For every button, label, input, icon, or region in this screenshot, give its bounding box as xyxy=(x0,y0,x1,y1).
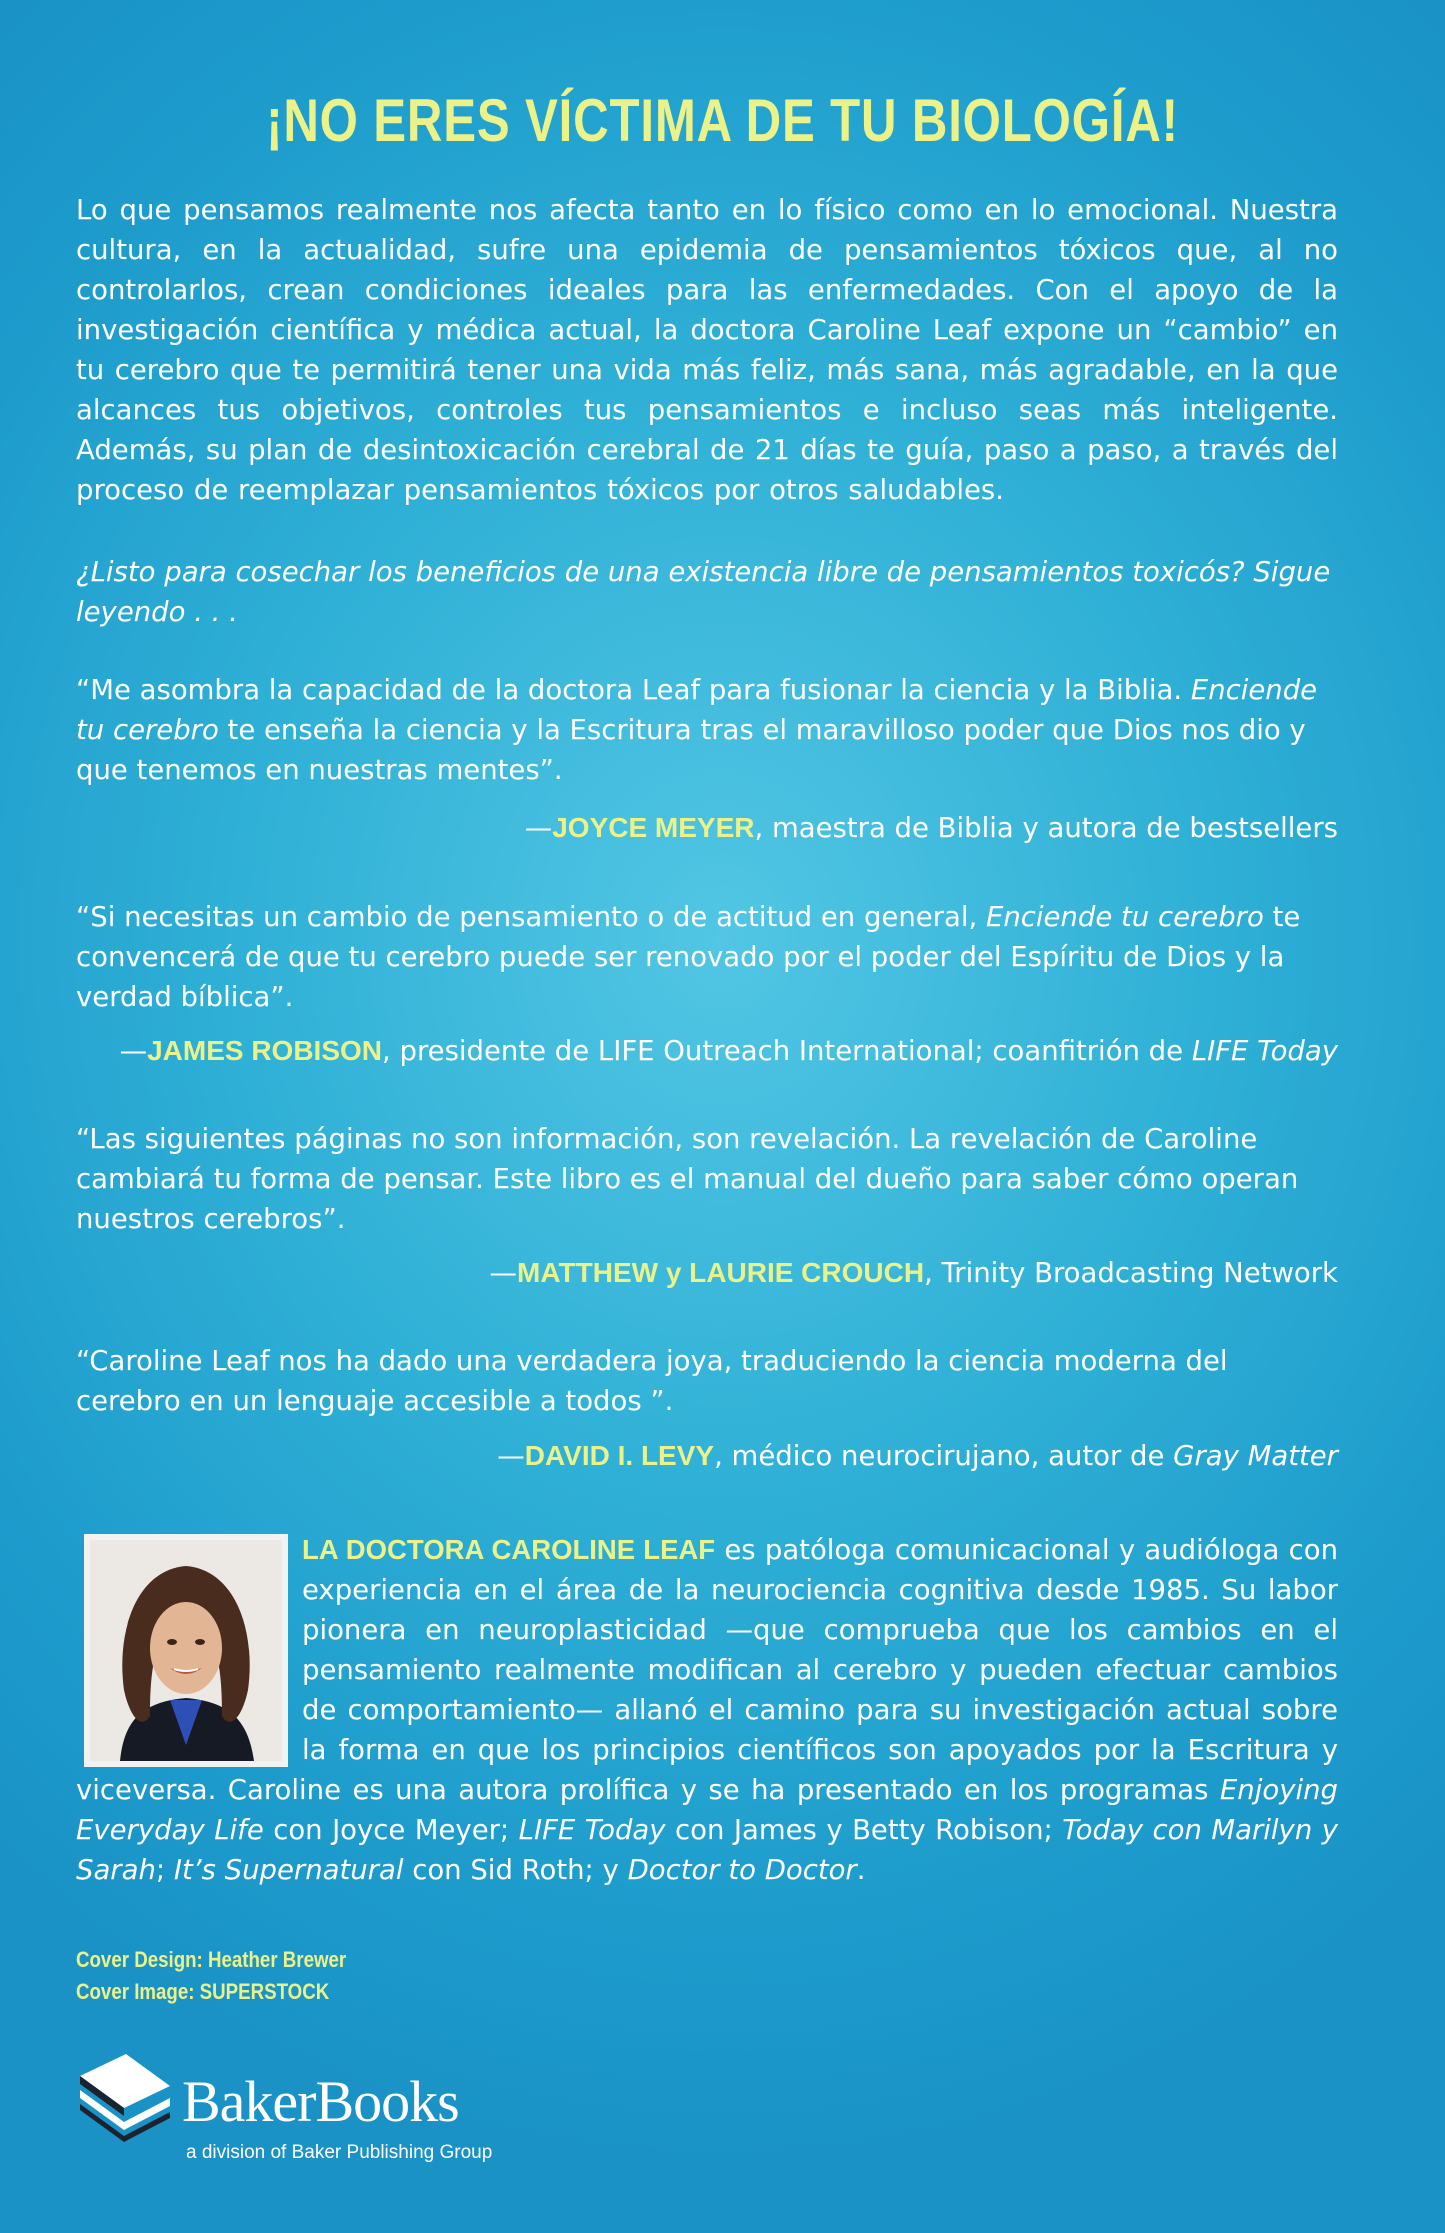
endorsement-quote-2 xyxy=(76,897,1338,1017)
endorser-role: , maestra de Biblia y autora de bestsellers xyxy=(754,812,1338,844)
tv-show-title: Today con Marilyn y Sarah xyxy=(76,1814,1338,1886)
tv-show-title: LIFE Today xyxy=(518,1814,666,1846)
quote-text: “Caroline Leaf nos ha dado una verdadera joya, traduciendo la ciencia moderna del cerebro en un lenguaje accesible a todos ”. xyxy=(76,1345,1228,1417)
quote-text: “Me asombra la capacidad de la doctora Leaf para fusionar la ciencia y la Biblia. xyxy=(76,674,1191,706)
endorser-name: DAVID I. LEVY xyxy=(524,1440,715,1471)
endorsement-attribution-4 xyxy=(497,1436,1338,1476)
author-photo xyxy=(84,1534,288,1767)
bio-text: es patóloga comunicacional y audióloga con experiencia en el área de la neurociencia cognitiva desde 1985. Su labor pionera en neuroplasticidad —que comprueba que los cambios en el pensamiento realmente modifican al cerebro y pueden efectuar cambios de comportamiento— allanó el camino para su investigación actual sobre la forma en que los principios científicos son apoyados por la Escritura y viceversa. Caroline es una autora prolífica y se ha presentado en los programas xyxy=(76,1534,1339,1806)
book-title-mention: Enciende tu cerebro xyxy=(985,901,1264,933)
publisher-name: BakerBooks xyxy=(182,2069,459,2134)
book-description: Lo que pensamos realmente nos afecta tanto en lo físico como en lo emocional. Nuestra cultura, en la actualidad, sufre una epidemia de pensamientos tóxicos que, al no controlarlos, crean condiciones ideales para las enfermedades. Con el apoyo de la investigación científica y médica actual, la doctora Caroline Leaf expone un “cambio” en tu cerebro que te permitirá tener una vida más feliz, más sana, más agradable, en la que alcances tus objetivos, controles tus pensamientos e incluso seas más inteligente. Además, su plan de desintoxicación cerebral de 21 días te guía, paso a paso, a través del proceso de reemplazar pensamientos tóxicos por otros saludables. xyxy=(76,194,1338,506)
endorsement-quote-4 xyxy=(76,1341,1338,1421)
attribution-dash: — xyxy=(119,1035,148,1067)
tv-show-title: Doctor to Doctor xyxy=(627,1854,857,1886)
cover-headline: ¡NO ERES VÍCTIMA DE TU BIOLOGÍA! xyxy=(266,87,1179,154)
book-title-mention: Enciende tu cerebro xyxy=(76,674,1318,746)
bio-text: ; xyxy=(155,1854,174,1886)
endorsement-attribution-3 xyxy=(490,1253,1338,1293)
bio-text: . xyxy=(856,1854,866,1886)
bio-text: con Joyce Meyer; xyxy=(263,1814,519,1846)
quote-text: “Si necesitas un cambio de pensamiento o de actitud en general, xyxy=(76,901,986,933)
quote-text: te enseña la ciencia y la Escritura tras el maravilloso poder que Dios nos dio y que tenemos en nuestras mentes”. xyxy=(76,714,1306,786)
endorsement-quote-1 xyxy=(76,670,1338,790)
endorser-role-title: LIFE Today xyxy=(1191,1035,1338,1067)
bio-text: con Sid Roth; y xyxy=(403,1854,628,1886)
attribution-dash: — xyxy=(497,1440,525,1472)
endorser-name: MATTHEW y LAURIE CROUCH xyxy=(517,1257,925,1288)
endorser-role: , presidente de LIFE Outreach International; coanfitrión de xyxy=(382,1035,1192,1067)
cover-credits xyxy=(76,1944,394,2008)
quote-text: “Las siguientes páginas no son información, son revelación. La revelación de Caroline cambiará tu forma de pensar. Este libro es el manual del dueño para saber cómo operan nuestros cerebros”. xyxy=(76,1123,1299,1235)
bio-text: con James y Betty Robison; xyxy=(665,1814,1063,1846)
attribution-dash: — xyxy=(489,1257,518,1289)
quote-text: te convencerá de que tu cerebro puede ser renovado por el poder del Espíritu de Dios y la verdad bíblica”. xyxy=(76,901,1301,1013)
publisher-division: a division of Baker Publishing Group xyxy=(186,2142,493,2163)
cover-image-credit: Cover Image: SUPERSTOCK xyxy=(76,1979,330,2004)
cover-design-credit: Cover Design: Heather Brewer xyxy=(76,1947,347,1972)
endorser-role-title: Gray Matter xyxy=(1173,1440,1338,1472)
book-stack-icon xyxy=(74,2046,174,2146)
lead-in-text: ¿Listo para cosechar los beneficios de una existencia libre de pensamientos toxicós? Sigue leyendo . . . xyxy=(76,556,1331,628)
endorser-role: , Trinity Broadcasting Network xyxy=(924,1257,1338,1289)
author-name: LA DOCTORA CAROLINE LEAF xyxy=(302,1534,716,1565)
tv-show-title: Enjoying Everyday Life xyxy=(76,1774,1338,1846)
endorser-name: JAMES ROBISON xyxy=(147,1035,383,1066)
endorser-name: JOYCE MEYER xyxy=(552,812,755,843)
tv-show-title: It’s Supernatural xyxy=(173,1854,404,1886)
attribution-dash: — xyxy=(524,812,553,844)
author-portrait-image xyxy=(90,1540,282,1761)
endorser-role: , médico neurocirujano, autor de xyxy=(714,1440,1174,1472)
endorsement-attribution-2 xyxy=(120,1031,1338,1071)
publisher-logo xyxy=(74,2042,534,2172)
endorsement-quote-3 xyxy=(76,1119,1338,1239)
endorsement-attribution-1 xyxy=(525,808,1338,848)
